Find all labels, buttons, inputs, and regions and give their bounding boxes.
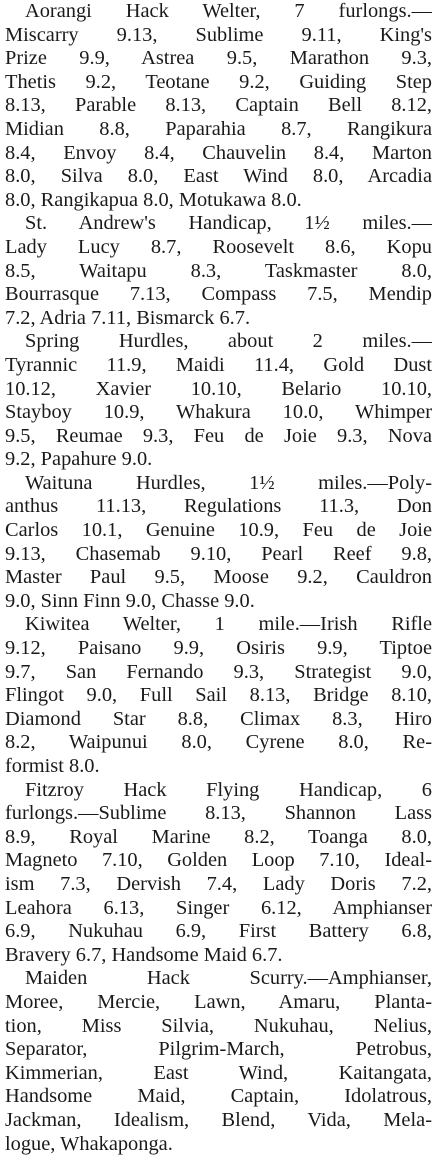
text-line: 9.0, Sinn Finn 9.0, Chasse 9.0. [5,590,432,614]
race-heading-line: Aorangi Hack Welter, 7 furlongs.— [5,0,432,24]
text-line: Separator, Pilgrim-March, Petrobus, [5,1038,432,1062]
text-line: Diamond Star 8.8, Climax 8.3, Hiro [5,708,432,732]
text-line: 9.5, Reumae 9.3, Feu de Joie 9.3, Nova [5,425,432,449]
text-line: 6.9, Nukuhau 6.9, First Battery 6.8, [5,920,432,944]
text-line: 8.2, Waipunui 8.0, Cyrene 8.0, Re- [5,731,432,755]
text-line: 9.2, Papahure 9.0. [5,448,432,472]
race-entry [5,779,432,968]
race-entry [5,613,432,778]
text-line: 7.2, Adria 7.11, Bismarck 6.7. [5,307,432,331]
text-line: 8.0, Rangikapua 8.0, Motukawa 8.0. [5,189,432,213]
race-heading-line: Waituna Hurdles, 1½ miles.—Poly- [5,472,432,496]
text-line: Flingot 9.0, Full Sail 8.13, Bridge 8.10, [5,684,432,708]
race-heading-line: Spring Hurdles, about 2 miles.— [5,330,432,354]
text-line: 9.13, Chasemab 9.10, Pearl Reef 9.8, [5,543,432,567]
text-line: Leahora 6.13, Singer 6.12, Amphianser [5,897,432,921]
text-line: Miscarry 9.13, Sublime 9.11, King's [5,24,432,48]
text-line: furlongs.—Sublime 8.13, Shannon Lass [5,802,432,826]
text-line: Handsome Maid, Captain, Idolatrous, [5,1085,432,1109]
text-line: Jackman, Idealism, Blend, Vida, Mela- [5,1109,432,1133]
text-line: logue, Whakaponga. [5,1133,432,1156]
race-entry [5,472,432,614]
text-line: Thetis 9.2, Teotane 9.2, Guiding Step [5,71,432,95]
text-line: Bravery 6.7, Handsome Maid 6.7. [5,944,432,968]
race-entry [5,212,432,330]
race-entry [5,330,432,472]
text-line: 8.13, Parable 8.13, Captain Bell 8.12, [5,94,432,118]
race-heading-line: St. Andrew's Handicap, 1½ miles.— [5,212,432,236]
text-line: Master Paul 9.5, Moose 9.2, Cauldron [5,566,432,590]
text-line: ism 7.3, Dervish 7.4, Lady Doris 7.2, [5,873,432,897]
text-line: Stayboy 10.9, Whakura 10.0, Whimper [5,401,432,425]
text-line: Moree, Mercie, Lawn, Amaru, Planta- [5,991,432,1015]
race-heading-line: Fitzroy Hack Flying Handicap, 6 [5,779,432,803]
race-heading-line: Kiwitea Welter, 1 mile.—Irish Rifle [5,613,432,637]
text-line: 8.4, Envoy 8.4, Chauvelin 8.4, Marton [5,142,432,166]
text-line: 8.5, Waitapu 8.3, Taskmaster 8.0, [5,260,432,284]
race-heading-line: Maiden Hack Scurry.—Amphianser, [5,967,432,991]
text-line: 8.9, Royal Marine 8.2, Toanga 8.0, [5,826,432,850]
text-line: 10.12, Xavier 10.10, Belario 10.10, [5,378,432,402]
text-line: Carlos 10.1, Genuine 10.9, Feu de Joie [5,519,432,543]
text-line: Prize 9.9, Astrea 9.5, Marathon 9.3, [5,47,432,71]
text-line: 9.7, San Fernando 9.3, Strategist 9.0, [5,661,432,685]
text-line: Lady Lucy 8.7, Roosevelt 8.6, Kopu [5,236,432,260]
text-line: 9.12, Paisano 9.9, Osiris 9.9, Tiptoe [5,637,432,661]
race-entry [5,0,432,212]
text-line: Magneto 7.10, Golden Loop 7.10, Ideal- [5,849,432,873]
text-line: anthus 11.13, Regulations 11.3, Don [5,495,432,519]
text-line: Midian 8.8, Paparahia 8.7, Rangikura [5,118,432,142]
race-entry [5,967,432,1156]
text-line: Tyrannic 11.9, Maidi 11.4, Gold Dust [5,354,432,378]
text-line: tion, Miss Silvia, Nukuhau, Nelius, [5,1015,432,1039]
text-line: Bourrasque 7.13, Compass 7.5, Mendip [5,283,432,307]
text-line: 8.0, Silva 8.0, East Wind 8.0, Arcadia [5,165,432,189]
text-line: formist 8.0. [5,755,432,779]
text-line: Kimmerian, East Wind, Kaitangata, [5,1062,432,1086]
